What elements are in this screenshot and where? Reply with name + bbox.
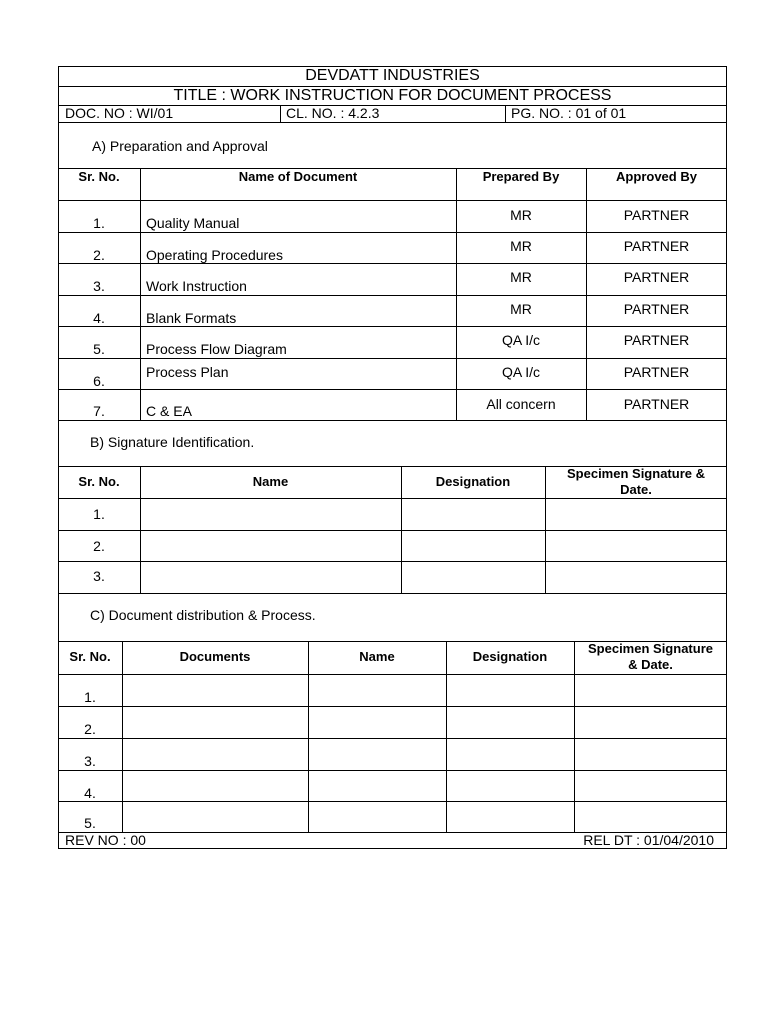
divider <box>58 593 727 594</box>
company-name: DEVDATT INDUSTRIES <box>305 67 480 84</box>
divider <box>140 168 141 420</box>
col-header-name-of-document: Name of Document <box>238 169 358 184</box>
divider <box>58 358 727 359</box>
table-row-sr: 5. <box>93 341 105 357</box>
col-header-name: Name <box>252 474 289 489</box>
table-row-approved-by: PARTNER <box>623 396 690 412</box>
table-row-document: Work Instruction <box>146 278 247 294</box>
table-row-approved-by: PARTNER <box>623 364 690 380</box>
table-row-sr: 2. <box>93 538 105 554</box>
col-header-prepared-by: Prepared By <box>482 169 560 184</box>
clause-number: CL. NO. : 4.2.3 <box>286 105 380 121</box>
divider <box>58 530 727 531</box>
col-header-sr-no: Sr. No. <box>78 169 120 184</box>
section-c-heading: C) Document distribution & Process. <box>90 607 316 623</box>
table-row-sr: 1. <box>93 215 105 231</box>
table-row-prepared-by: MR <box>510 269 532 285</box>
divider <box>58 561 727 562</box>
divider <box>58 706 727 707</box>
page-number: PG. NO. : 01 of 01 <box>511 105 627 121</box>
table-row-prepared-by: QA I/c <box>501 364 541 380</box>
table-row-document: Quality Manual <box>146 215 240 231</box>
table-row-prepared-by: MR <box>510 207 532 223</box>
divider <box>58 498 727 499</box>
document-title: TITLE : WORK INSTRUCTION FOR DOCUMENT PROCESS <box>173 87 612 104</box>
doc-number: DOC. NO : WI/01 <box>65 105 174 121</box>
table-row-document: C & EA <box>146 403 192 419</box>
col-header-date: Date. <box>620 482 652 497</box>
divider <box>58 295 727 296</box>
table-row-document: Operating Procedures <box>146 247 283 263</box>
release-date: REL DT : 01/04/2010 <box>583 832 714 848</box>
col-header-designation: Designation <box>472 649 548 664</box>
col-header-specimen-signature: Specimen Signature & <box>567 466 705 481</box>
col-header-name: Name <box>359 649 395 664</box>
table-row-prepared-by: QA I/c <box>501 332 541 348</box>
divider <box>58 200 727 201</box>
table-row-document: Process Plan <box>146 364 229 380</box>
divider <box>58 263 727 264</box>
divider <box>58 770 727 771</box>
table-row-prepared-by: All concern <box>486 396 556 412</box>
table-row-sr: 7. <box>93 403 105 419</box>
table-row-approved-by: PARTNER <box>623 269 690 285</box>
table-row-sr: 3. <box>93 568 105 584</box>
table-row-sr: 5. <box>84 815 96 831</box>
divider <box>58 389 727 390</box>
table-row-approved-by: PARTNER <box>623 332 690 348</box>
table-row-document: Blank Formats <box>146 310 237 326</box>
table-row-sr: 6. <box>93 373 105 389</box>
table-row-sr: 2. <box>93 247 105 263</box>
section-b-heading: B) Signature Identification. <box>90 434 255 450</box>
col-header-date: & Date. <box>628 657 673 672</box>
col-header-sr-no: Sr. No. <box>78 474 120 489</box>
table-row-sr: 2. <box>84 721 96 737</box>
table-row-approved-by: PARTNER <box>623 301 690 317</box>
divider <box>280 105 281 122</box>
col-header-specimen-signature: Specimen Signature <box>588 641 713 656</box>
divider <box>58 738 727 739</box>
table-row-approved-by: PARTNER <box>623 238 690 254</box>
table-row-sr: 1. <box>84 689 96 705</box>
revision-number: REV NO : 00 <box>65 832 146 848</box>
table-row-prepared-by: MR <box>510 238 532 254</box>
table-row-sr: 4. <box>93 310 105 326</box>
table-row-sr: 1. <box>93 506 105 522</box>
divider <box>58 420 727 421</box>
divider <box>446 641 447 832</box>
section-a-heading: A) Preparation and Approval <box>92 138 268 154</box>
divider <box>505 105 506 122</box>
table-row-sr: 4. <box>84 785 96 801</box>
divider <box>58 801 727 802</box>
table-row-approved-by: PARTNER <box>623 207 690 223</box>
col-header-designation: Designation <box>435 474 511 489</box>
col-header-approved-by: Approved By <box>616 169 697 184</box>
divider <box>58 674 727 675</box>
table-row-sr: 3. <box>93 278 105 294</box>
divider <box>308 641 309 832</box>
divider <box>58 122 727 123</box>
divider <box>122 641 123 832</box>
col-header-documents: Documents <box>179 649 251 664</box>
table-row-sr: 3. <box>84 753 96 769</box>
table-row-prepared-by: MR <box>510 301 532 317</box>
divider <box>58 232 727 233</box>
col-header-sr-no: Sr. No. <box>69 649 111 664</box>
divider <box>58 326 727 327</box>
table-row-document: Process Flow Diagram <box>146 341 287 357</box>
